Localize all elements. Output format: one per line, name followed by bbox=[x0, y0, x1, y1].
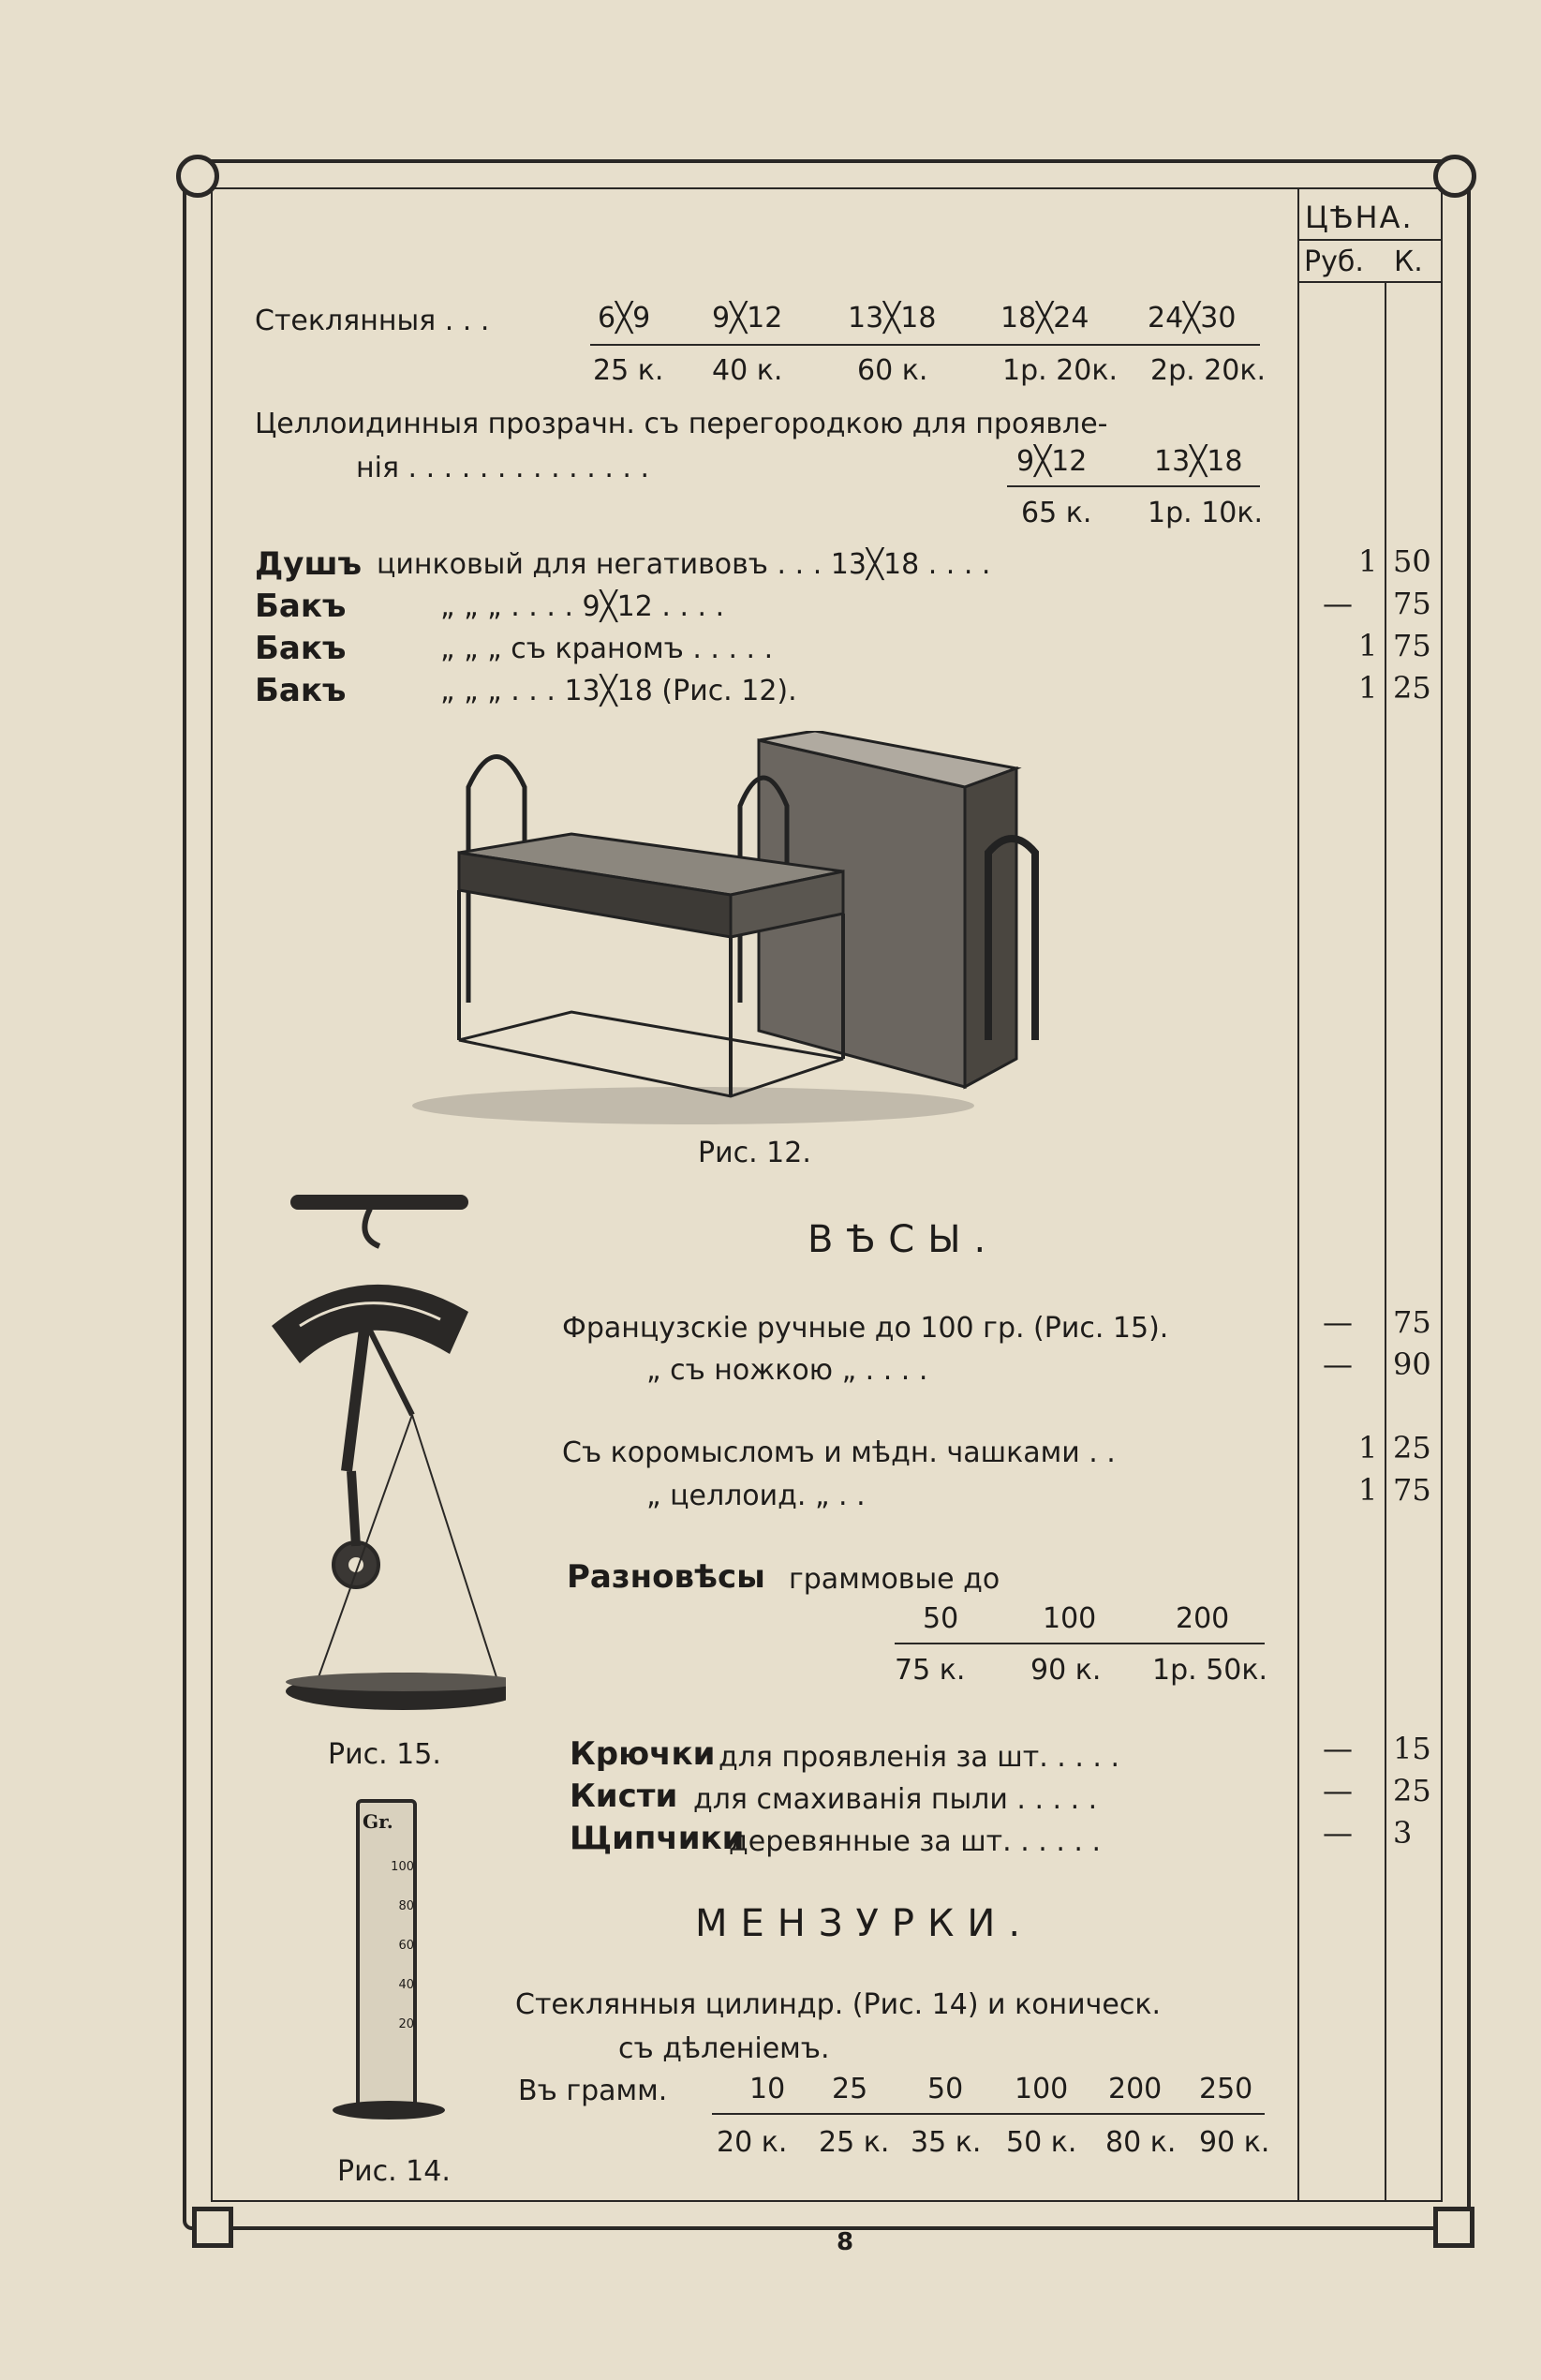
corner-ornament-bottom-left bbox=[192, 2207, 233, 2248]
scale-kop: 90 bbox=[1393, 1346, 1431, 1382]
corner-ornament-top-left bbox=[176, 155, 219, 198]
misc-name: Крючки bbox=[570, 1735, 716, 1773]
measures-size: 10 bbox=[749, 2073, 786, 2105]
tank-desc: цинковый для негативовъ . . . 13╳18 . . . . bbox=[377, 548, 991, 581]
tank-name: Бакъ bbox=[255, 588, 347, 625]
weights-size: 200 bbox=[1176, 1602, 1230, 1635]
scale-kop: 75 bbox=[1393, 1472, 1431, 1508]
measures-size: 50 bbox=[927, 2073, 964, 2105]
corner-ornament-bottom-right bbox=[1433, 2207, 1474, 2248]
cylinder-tick: 100 bbox=[391, 1860, 414, 1874]
weights-price: 75 к. bbox=[895, 1654, 966, 1687]
glass-size: 13╳18 bbox=[848, 302, 937, 335]
rub-header: Руб. bbox=[1304, 245, 1364, 278]
scale-desc: Французскіе ручные до 100 гр. (Рис. 15). bbox=[562, 1312, 1169, 1345]
scale-desc: Съ коромысломъ и мѣдн. чашками . . bbox=[562, 1436, 1116, 1469]
tank-rub: 1 bbox=[1358, 543, 1378, 579]
tank-desc: „ „ „ . . . 13╳18 (Рис. 12). bbox=[440, 675, 797, 707]
celluloid-line1: Целлоидинныя прозрачн. съ перегородкою для проявле- bbox=[255, 408, 1108, 440]
misc-rub: — bbox=[1323, 1731, 1353, 1766]
glass-label: Стеклянныя . . . bbox=[255, 305, 490, 337]
measures-size: 250 bbox=[1199, 2073, 1253, 2105]
measures-price: 90 к. bbox=[1199, 2126, 1270, 2159]
glass-size: 24╳30 bbox=[1148, 302, 1237, 335]
measures-rule bbox=[712, 2113, 1265, 2115]
fig15-caption: Рис. 15. bbox=[328, 1738, 441, 1771]
scale-desc: „ целлоид. „ . . bbox=[646, 1480, 866, 1512]
weights-size: 100 bbox=[1043, 1602, 1097, 1635]
weights-rule bbox=[895, 1643, 1265, 1644]
scales-heading: ВѢСЫ. bbox=[808, 1218, 1000, 1261]
fig14-caption: Рис. 14. bbox=[337, 2155, 451, 2188]
misc-desc: деревянные за шт. . . . . . bbox=[729, 1825, 1102, 1858]
measures-heading: МЕНЗУРКИ. bbox=[695, 1902, 1034, 1945]
glass-rule bbox=[590, 344, 1260, 346]
cylinder-base bbox=[333, 2101, 445, 2120]
cylinder-tick: 60 bbox=[398, 1939, 414, 1953]
glass-price: 25 к. bbox=[593, 354, 664, 387]
tank-desc: „ „ „ съ краномъ . . . . . bbox=[440, 632, 774, 665]
cylinder-tick: 80 bbox=[398, 1899, 414, 1913]
cylinder-tick: 40 bbox=[398, 1978, 414, 1992]
scale-rub: — bbox=[1323, 1346, 1353, 1382]
scale-rub: — bbox=[1323, 1304, 1353, 1340]
tank-kop: 75 bbox=[1393, 628, 1431, 663]
measures-label: Въ грамм. bbox=[518, 2075, 668, 2107]
glass-price: 40 к. bbox=[712, 354, 783, 387]
price-column-divider bbox=[1385, 281, 1386, 2202]
measures-line2: съ дѣленіемъ. bbox=[618, 2032, 830, 2065]
measures-price: 35 к. bbox=[911, 2126, 982, 2159]
measures-line1: Стеклянныя цилиндр. (Рис. 14) и коническ. bbox=[515, 1988, 1162, 2021]
glass-size: 18╳24 bbox=[1000, 302, 1089, 335]
tank-rub: 1 bbox=[1358, 670, 1378, 706]
scale-kop: 75 bbox=[1393, 1304, 1431, 1340]
scale-rub: 1 bbox=[1358, 1430, 1378, 1465]
price-column bbox=[1297, 187, 1443, 2202]
misc-rub: — bbox=[1323, 1773, 1353, 1808]
measures-size: 100 bbox=[1015, 2073, 1069, 2105]
misc-desc: для смахиванія пыли . . . . . bbox=[693, 1783, 1098, 1816]
misc-desc: для проявленія за шт. . . . . bbox=[719, 1741, 1120, 1774]
tank-kop: 75 bbox=[1393, 586, 1431, 621]
scale-kop: 25 bbox=[1393, 1430, 1431, 1465]
measures-size: 25 bbox=[832, 2073, 868, 2105]
celluloid-price: 65 к. bbox=[1021, 497, 1092, 529]
tank-name: Душъ bbox=[255, 545, 363, 583]
kop-header: К. bbox=[1394, 245, 1423, 278]
measures-price: 25 к. bbox=[819, 2126, 890, 2159]
celluloid-size: 9╳12 bbox=[1016, 445, 1088, 478]
celluloid-line2: нія . . . . . . . . . . . . . . bbox=[356, 452, 650, 484]
glass-size: 6╳9 bbox=[598, 302, 651, 335]
price-header-rule-2 bbox=[1297, 281, 1443, 283]
tank-desc: „ „ „ . . . . 9╳12 . . . . bbox=[440, 590, 725, 623]
measures-price: 80 к. bbox=[1105, 2126, 1177, 2159]
measures-price: 20 к. bbox=[717, 2126, 788, 2159]
misc-kop: 3 bbox=[1393, 1815, 1413, 1851]
weights-price: 90 к. bbox=[1030, 1654, 1102, 1687]
weights-name: Разновѣсы bbox=[567, 1558, 765, 1596]
cylinder-tick: 20 bbox=[398, 2017, 414, 2031]
misc-kop: 25 bbox=[1393, 1773, 1431, 1808]
scale-desc: „ съ ножкою „ . . . . bbox=[646, 1354, 928, 1387]
tank-name: Бакъ bbox=[255, 672, 347, 709]
tank-name: Бакъ bbox=[255, 630, 347, 667]
measures-size: 200 bbox=[1108, 2073, 1163, 2105]
cylinder-label: Gr. bbox=[363, 1810, 393, 1833]
cylinder-scale bbox=[377, 1848, 414, 2045]
price-header: ЦѢНА. bbox=[1305, 200, 1414, 235]
celluloid-size: 13╳18 bbox=[1154, 445, 1243, 478]
misc-rub: — bbox=[1323, 1815, 1353, 1851]
tank-rub: — bbox=[1323, 586, 1353, 621]
cylinder-illustration bbox=[333, 1799, 445, 2127]
price-header-rule bbox=[1297, 239, 1443, 241]
misc-name: Кисти bbox=[570, 1778, 678, 1815]
fig12-caption: Рис. 12. bbox=[698, 1137, 811, 1169]
glass-price: 60 к. bbox=[857, 354, 928, 387]
celluloid-rule bbox=[1007, 485, 1260, 487]
celluloid-price: 1р. 10к. bbox=[1148, 497, 1264, 529]
tank-illustration bbox=[412, 731, 1143, 1134]
weights-price: 1р. 50к. bbox=[1152, 1654, 1268, 1687]
tank-kop: 25 bbox=[1393, 670, 1431, 706]
glass-price: 1р. 20к. bbox=[1002, 354, 1119, 387]
misc-name: Щипчики bbox=[570, 1820, 745, 1857]
weights-desc: граммовые до bbox=[789, 1563, 1000, 1596]
tank-kop: 50 bbox=[1393, 543, 1431, 579]
measures-price: 50 к. bbox=[1006, 2126, 1077, 2159]
misc-kop: 15 bbox=[1393, 1731, 1431, 1766]
hand-scale-illustration bbox=[262, 1190, 506, 1724]
page-number: 8 bbox=[837, 2228, 854, 2256]
scale-rub: 1 bbox=[1358, 1472, 1378, 1508]
tank-rub: 1 bbox=[1358, 628, 1378, 663]
glass-price: 2р. 20к. bbox=[1150, 354, 1267, 387]
glass-size: 9╳12 bbox=[712, 302, 783, 335]
weights-size: 50 bbox=[923, 1602, 959, 1635]
